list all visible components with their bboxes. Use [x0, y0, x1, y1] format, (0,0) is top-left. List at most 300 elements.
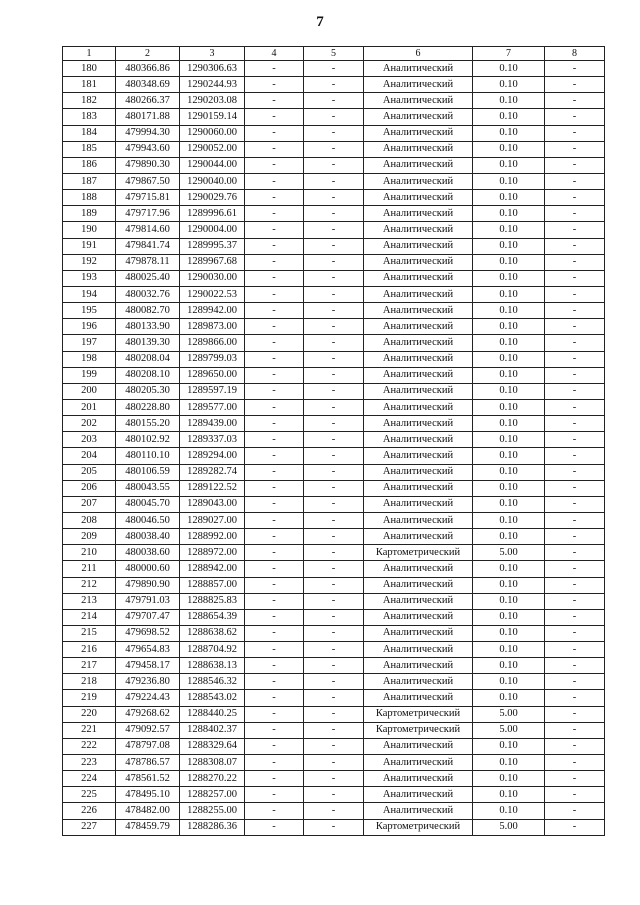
point-number-cell: 210	[63, 545, 116, 561]
y-coordinate-cell: 1289439.00	[180, 416, 245, 432]
accuracy-cell: 0.10	[473, 141, 545, 157]
y-coordinate-cell: 1289996.61	[180, 206, 245, 222]
column-8-cell: -	[545, 416, 605, 432]
accuracy-cell: 5.00	[473, 706, 545, 722]
y-coordinate-cell: 1290040.00	[180, 173, 245, 189]
y-coordinate-cell: 1288329.64	[180, 738, 245, 754]
y-coordinate-cell: 1290029.76	[180, 190, 245, 206]
point-number-cell: 200	[63, 383, 116, 399]
column-4-cell: -	[245, 642, 304, 658]
table-row	[63, 222, 605, 238]
table-row	[63, 755, 605, 771]
accuracy-cell: 0.10	[473, 787, 545, 803]
method-cell: Аналитический	[364, 254, 473, 270]
x-coordinate-cell: 480045.70	[116, 496, 180, 512]
x-coordinate-cell: 480043.55	[116, 480, 180, 496]
column-4-cell: -	[245, 432, 304, 448]
x-coordinate-cell: 479814.60	[116, 222, 180, 238]
column-5-cell: -	[304, 529, 364, 545]
column-5-cell: -	[304, 319, 364, 335]
column-5-cell: -	[304, 706, 364, 722]
y-coordinate-cell: 1290022.53	[180, 286, 245, 302]
column-5-cell: -	[304, 674, 364, 690]
column-8-cell: -	[545, 658, 605, 674]
column-4-cell: -	[245, 819, 304, 835]
y-coordinate-cell: 1288942.00	[180, 561, 245, 577]
accuracy-cell: 5.00	[473, 722, 545, 738]
column-4-cell: -	[245, 771, 304, 787]
table-row	[63, 674, 605, 690]
column-5-cell: -	[304, 254, 364, 270]
column-5-cell: -	[304, 755, 364, 771]
x-coordinate-cell: 480348.69	[116, 77, 180, 93]
column-8-cell: -	[545, 93, 605, 109]
x-coordinate-cell: 479878.11	[116, 254, 180, 270]
accuracy-cell: 0.10	[473, 254, 545, 270]
table-row	[63, 61, 605, 77]
accuracy-cell: 0.10	[473, 93, 545, 109]
table-row	[63, 190, 605, 206]
accuracy-cell: 0.10	[473, 303, 545, 319]
column-8-cell: -	[545, 529, 605, 545]
column-8-cell: -	[545, 803, 605, 819]
column-4-cell: -	[245, 351, 304, 367]
y-coordinate-cell: 1290244.93	[180, 77, 245, 93]
table-row	[63, 254, 605, 270]
accuracy-cell: 0.10	[473, 270, 545, 286]
column-4-cell: -	[245, 512, 304, 528]
accuracy-cell: 0.10	[473, 383, 545, 399]
point-number-cell: 215	[63, 625, 116, 641]
column-5-cell: -	[304, 432, 364, 448]
y-coordinate-cell: 1289043.00	[180, 496, 245, 512]
x-coordinate-cell: 478482.00	[116, 803, 180, 819]
method-cell: Аналитический	[364, 286, 473, 302]
x-coordinate-cell: 480133.90	[116, 319, 180, 335]
column-4-cell: -	[245, 787, 304, 803]
column-5-cell: -	[304, 303, 364, 319]
point-number-cell: 199	[63, 367, 116, 383]
accuracy-cell: 0.10	[473, 771, 545, 787]
table-row	[63, 383, 605, 399]
x-coordinate-cell: 480038.60	[116, 545, 180, 561]
accuracy-cell: 0.10	[473, 593, 545, 609]
y-coordinate-cell: 1288992.00	[180, 529, 245, 545]
y-coordinate-cell: 1288257.00	[180, 787, 245, 803]
method-cell: Аналитический	[364, 496, 473, 512]
x-coordinate-cell: 479707.47	[116, 609, 180, 625]
method-cell: Аналитический	[364, 787, 473, 803]
method-cell: Аналитический	[364, 93, 473, 109]
y-coordinate-cell: 1288308.07	[180, 755, 245, 771]
accuracy-cell: 0.10	[473, 351, 545, 367]
x-coordinate-cell: 479224.43	[116, 690, 180, 706]
table-row	[63, 93, 605, 109]
point-number-cell: 225	[63, 787, 116, 803]
y-coordinate-cell: 1288402.37	[180, 722, 245, 738]
table-row	[63, 303, 605, 319]
x-coordinate-cell: 480106.59	[116, 464, 180, 480]
column-8-cell: -	[545, 222, 605, 238]
table-row	[63, 238, 605, 254]
column-8-cell: -	[545, 432, 605, 448]
column-5-cell: -	[304, 367, 364, 383]
column-5-cell: -	[304, 787, 364, 803]
method-cell: Аналитический	[364, 125, 473, 141]
x-coordinate-cell: 479867.50	[116, 173, 180, 189]
column-4-cell: -	[245, 190, 304, 206]
column-5-cell: -	[304, 771, 364, 787]
accuracy-cell: 0.10	[473, 109, 545, 125]
table-row	[63, 787, 605, 803]
point-number-cell: 198	[63, 351, 116, 367]
x-coordinate-cell: 480208.04	[116, 351, 180, 367]
table-row	[63, 480, 605, 496]
x-coordinate-cell: 480171.88	[116, 109, 180, 125]
point-number-cell: 204	[63, 448, 116, 464]
accuracy-cell: 5.00	[473, 819, 545, 835]
table-row	[63, 803, 605, 819]
x-coordinate-cell: 479268.62	[116, 706, 180, 722]
column-5-cell: -	[304, 464, 364, 480]
y-coordinate-cell: 1290052.00	[180, 141, 245, 157]
point-number-cell: 201	[63, 399, 116, 415]
table-row	[63, 399, 605, 415]
method-cell: Аналитический	[364, 593, 473, 609]
y-coordinate-cell: 1290203.08	[180, 93, 245, 109]
column-5-cell: -	[304, 819, 364, 835]
method-cell: Аналитический	[364, 77, 473, 93]
table-row	[63, 173, 605, 189]
x-coordinate-cell: 480228.80	[116, 399, 180, 415]
column-5-cell: -	[304, 61, 364, 77]
y-coordinate-cell: 1289027.00	[180, 512, 245, 528]
point-number-cell: 214	[63, 609, 116, 625]
point-number-cell: 216	[63, 642, 116, 658]
column-8-cell: -	[545, 787, 605, 803]
x-coordinate-cell: 480366.86	[116, 61, 180, 77]
accuracy-cell: 0.10	[473, 399, 545, 415]
column-5-cell: -	[304, 222, 364, 238]
column-4-cell: -	[245, 303, 304, 319]
x-coordinate-cell: 479717.96	[116, 206, 180, 222]
method-cell: Аналитический	[364, 561, 473, 577]
x-coordinate-cell: 479654.83	[116, 642, 180, 658]
table-header-row	[63, 47, 605, 61]
column-8-cell: -	[545, 464, 605, 480]
column-4-cell: -	[245, 625, 304, 641]
column-5-cell: -	[304, 77, 364, 93]
accuracy-cell: 0.10	[473, 690, 545, 706]
point-number-cell: 202	[63, 416, 116, 432]
column-4-cell: -	[245, 222, 304, 238]
table-row	[63, 141, 605, 157]
point-number-cell: 194	[63, 286, 116, 302]
point-number-cell: 226	[63, 803, 116, 819]
column-5-cell: -	[304, 448, 364, 464]
accuracy-cell: 0.10	[473, 319, 545, 335]
table-row	[63, 157, 605, 173]
accuracy-cell: 0.10	[473, 529, 545, 545]
x-coordinate-cell: 480205.30	[116, 383, 180, 399]
point-number-cell: 189	[63, 206, 116, 222]
table-row	[63, 577, 605, 593]
y-coordinate-cell: 1288704.92	[180, 642, 245, 658]
column-5-cell: -	[304, 270, 364, 286]
column-8-cell: -	[545, 77, 605, 93]
point-number-cell: 207	[63, 496, 116, 512]
x-coordinate-cell: 480025.40	[116, 270, 180, 286]
accuracy-cell: 0.10	[473, 561, 545, 577]
method-cell: Аналитический	[364, 464, 473, 480]
column-8-cell: -	[545, 109, 605, 125]
x-coordinate-cell: 480082.70	[116, 303, 180, 319]
column-5-cell: -	[304, 480, 364, 496]
accuracy-cell: 0.10	[473, 496, 545, 512]
column-5-cell: -	[304, 642, 364, 658]
accuracy-cell: 0.10	[473, 738, 545, 754]
point-number-cell: 221	[63, 722, 116, 738]
y-coordinate-cell: 1288543.02	[180, 690, 245, 706]
accuracy-cell: 0.10	[473, 77, 545, 93]
column-4-cell: -	[245, 109, 304, 125]
page-number: 7	[316, 14, 324, 30]
table-row	[63, 319, 605, 335]
accuracy-cell: 0.10	[473, 674, 545, 690]
x-coordinate-cell: 480266.37	[116, 93, 180, 109]
y-coordinate-cell: 1289597.19	[180, 383, 245, 399]
column-8-cell: -	[545, 480, 605, 496]
point-number-cell: 182	[63, 93, 116, 109]
y-coordinate-cell: 1289122.52	[180, 480, 245, 496]
accuracy-cell: 0.10	[473, 512, 545, 528]
point-number-cell: 206	[63, 480, 116, 496]
column-8-cell: -	[545, 286, 605, 302]
y-coordinate-cell: 1288638.62	[180, 625, 245, 641]
accuracy-cell: 0.10	[473, 190, 545, 206]
method-cell: Аналитический	[364, 399, 473, 415]
column-4-cell: -	[245, 496, 304, 512]
column-4-cell: -	[245, 270, 304, 286]
column-8-cell: -	[545, 545, 605, 561]
accuracy-cell: 0.10	[473, 238, 545, 254]
x-coordinate-cell: 478495.10	[116, 787, 180, 803]
column-header: 5	[304, 47, 364, 61]
column-5-cell: -	[304, 109, 364, 125]
y-coordinate-cell: 1288546.32	[180, 674, 245, 690]
x-coordinate-cell: 479841.74	[116, 238, 180, 254]
method-cell: Аналитический	[364, 303, 473, 319]
column-4-cell: -	[245, 286, 304, 302]
method-cell: Аналитический	[364, 674, 473, 690]
y-coordinate-cell: 1288825.83	[180, 593, 245, 609]
method-cell: Аналитический	[364, 383, 473, 399]
table-row	[63, 367, 605, 383]
method-cell: Аналитический	[364, 642, 473, 658]
point-number-cell: 195	[63, 303, 116, 319]
accuracy-cell: 0.10	[473, 577, 545, 593]
method-cell: Аналитический	[364, 529, 473, 545]
column-8-cell: -	[545, 609, 605, 625]
accuracy-cell: 0.10	[473, 625, 545, 641]
x-coordinate-cell: 478797.08	[116, 738, 180, 754]
column-5-cell: -	[304, 93, 364, 109]
method-cell: Аналитический	[364, 335, 473, 351]
column-8-cell: -	[545, 254, 605, 270]
accuracy-cell: 0.10	[473, 448, 545, 464]
x-coordinate-cell: 479092.57	[116, 722, 180, 738]
x-coordinate-cell: 480000.60	[116, 561, 180, 577]
coordinates-table	[62, 46, 605, 836]
column-4-cell: -	[245, 480, 304, 496]
point-number-cell: 217	[63, 658, 116, 674]
method-cell: Аналитический	[364, 803, 473, 819]
y-coordinate-cell: 1288857.00	[180, 577, 245, 593]
column-8-cell: -	[545, 303, 605, 319]
x-coordinate-cell: 480038.40	[116, 529, 180, 545]
table-row	[63, 448, 605, 464]
column-5-cell: -	[304, 658, 364, 674]
point-number-cell: 196	[63, 319, 116, 335]
column-4-cell: -	[245, 529, 304, 545]
y-coordinate-cell: 1290159.14	[180, 109, 245, 125]
accuracy-cell: 0.10	[473, 803, 545, 819]
x-coordinate-cell: 479715.81	[116, 190, 180, 206]
y-coordinate-cell: 1289799.03	[180, 351, 245, 367]
method-cell: Аналитический	[364, 432, 473, 448]
table-row	[63, 432, 605, 448]
method-cell: Картометрический	[364, 706, 473, 722]
column-5-cell: -	[304, 690, 364, 706]
column-5-cell: -	[304, 206, 364, 222]
column-8-cell: -	[545, 496, 605, 512]
accuracy-cell: 0.10	[473, 157, 545, 173]
y-coordinate-cell: 1288270.22	[180, 771, 245, 787]
column-5-cell: -	[304, 286, 364, 302]
accuracy-cell: 5.00	[473, 545, 545, 561]
method-cell: Аналитический	[364, 109, 473, 125]
column-8-cell: -	[545, 367, 605, 383]
table-row	[63, 819, 605, 835]
column-4-cell: -	[245, 141, 304, 157]
method-cell: Аналитический	[364, 367, 473, 383]
column-5-cell: -	[304, 738, 364, 754]
column-8-cell: -	[545, 690, 605, 706]
column-4-cell: -	[245, 755, 304, 771]
table-row	[63, 771, 605, 787]
point-number-cell: 181	[63, 77, 116, 93]
point-number-cell: 222	[63, 738, 116, 754]
method-cell: Аналитический	[364, 238, 473, 254]
column-8-cell: -	[545, 61, 605, 77]
point-number-cell: 220	[63, 706, 116, 722]
accuracy-cell: 0.10	[473, 464, 545, 480]
column-4-cell: -	[245, 77, 304, 93]
column-8-cell: -	[545, 771, 605, 787]
column-8-cell: -	[545, 738, 605, 754]
column-8-cell: -	[545, 755, 605, 771]
y-coordinate-cell: 1288654.39	[180, 609, 245, 625]
column-8-cell: -	[545, 206, 605, 222]
table-row	[63, 512, 605, 528]
column-4-cell: -	[245, 61, 304, 77]
accuracy-cell: 0.10	[473, 286, 545, 302]
accuracy-cell: 0.10	[473, 755, 545, 771]
method-cell: Аналитический	[364, 270, 473, 286]
x-coordinate-cell: 479236.80	[116, 674, 180, 690]
point-number-cell: 211	[63, 561, 116, 577]
y-coordinate-cell: 1290030.00	[180, 270, 245, 286]
table-row	[63, 593, 605, 609]
y-coordinate-cell: 1290044.00	[180, 157, 245, 173]
column-header: 6	[364, 47, 473, 61]
column-8-cell: -	[545, 270, 605, 286]
column-header: 4	[245, 47, 304, 61]
point-number-cell: 191	[63, 238, 116, 254]
point-number-cell: 183	[63, 109, 116, 125]
accuracy-cell: 0.10	[473, 416, 545, 432]
y-coordinate-cell: 1290306.63	[180, 61, 245, 77]
point-number-cell: 188	[63, 190, 116, 206]
point-number-cell: 197	[63, 335, 116, 351]
method-cell: Аналитический	[364, 577, 473, 593]
table-row	[63, 125, 605, 141]
x-coordinate-cell: 480110.10	[116, 448, 180, 464]
table-row	[63, 545, 605, 561]
y-coordinate-cell: 1289650.00	[180, 367, 245, 383]
column-4-cell: -	[245, 561, 304, 577]
column-8-cell: -	[545, 238, 605, 254]
table-row	[63, 609, 605, 625]
column-5-cell: -	[304, 512, 364, 528]
x-coordinate-cell: 479943.60	[116, 141, 180, 157]
point-number-cell: 219	[63, 690, 116, 706]
method-cell: Аналитический	[364, 480, 473, 496]
method-cell: Картометрический	[364, 722, 473, 738]
point-number-cell: 208	[63, 512, 116, 528]
column-5-cell: -	[304, 351, 364, 367]
y-coordinate-cell: 1288255.00	[180, 803, 245, 819]
method-cell: Аналитический	[364, 61, 473, 77]
column-4-cell: -	[245, 609, 304, 625]
table-row	[63, 738, 605, 754]
column-header: 8	[545, 47, 605, 61]
column-header: 2	[116, 47, 180, 61]
method-cell: Аналитический	[364, 625, 473, 641]
point-number-cell: 209	[63, 529, 116, 545]
column-5-cell: -	[304, 803, 364, 819]
column-4-cell: -	[245, 690, 304, 706]
column-8-cell: -	[545, 335, 605, 351]
y-coordinate-cell: 1289873.00	[180, 319, 245, 335]
method-cell: Аналитический	[364, 190, 473, 206]
point-number-cell: 218	[63, 674, 116, 690]
column-4-cell: -	[245, 254, 304, 270]
x-coordinate-cell: 480155.20	[116, 416, 180, 432]
y-coordinate-cell: 1290004.00	[180, 222, 245, 238]
column-4-cell: -	[245, 125, 304, 141]
table-row	[63, 270, 605, 286]
x-coordinate-cell: 480102.92	[116, 432, 180, 448]
method-cell: Аналитический	[364, 206, 473, 222]
table-row	[63, 642, 605, 658]
point-number-cell: 205	[63, 464, 116, 480]
column-4-cell: -	[245, 367, 304, 383]
column-8-cell: -	[545, 625, 605, 641]
column-header: 3	[180, 47, 245, 61]
column-header: 1	[63, 47, 116, 61]
column-8-cell: -	[545, 642, 605, 658]
